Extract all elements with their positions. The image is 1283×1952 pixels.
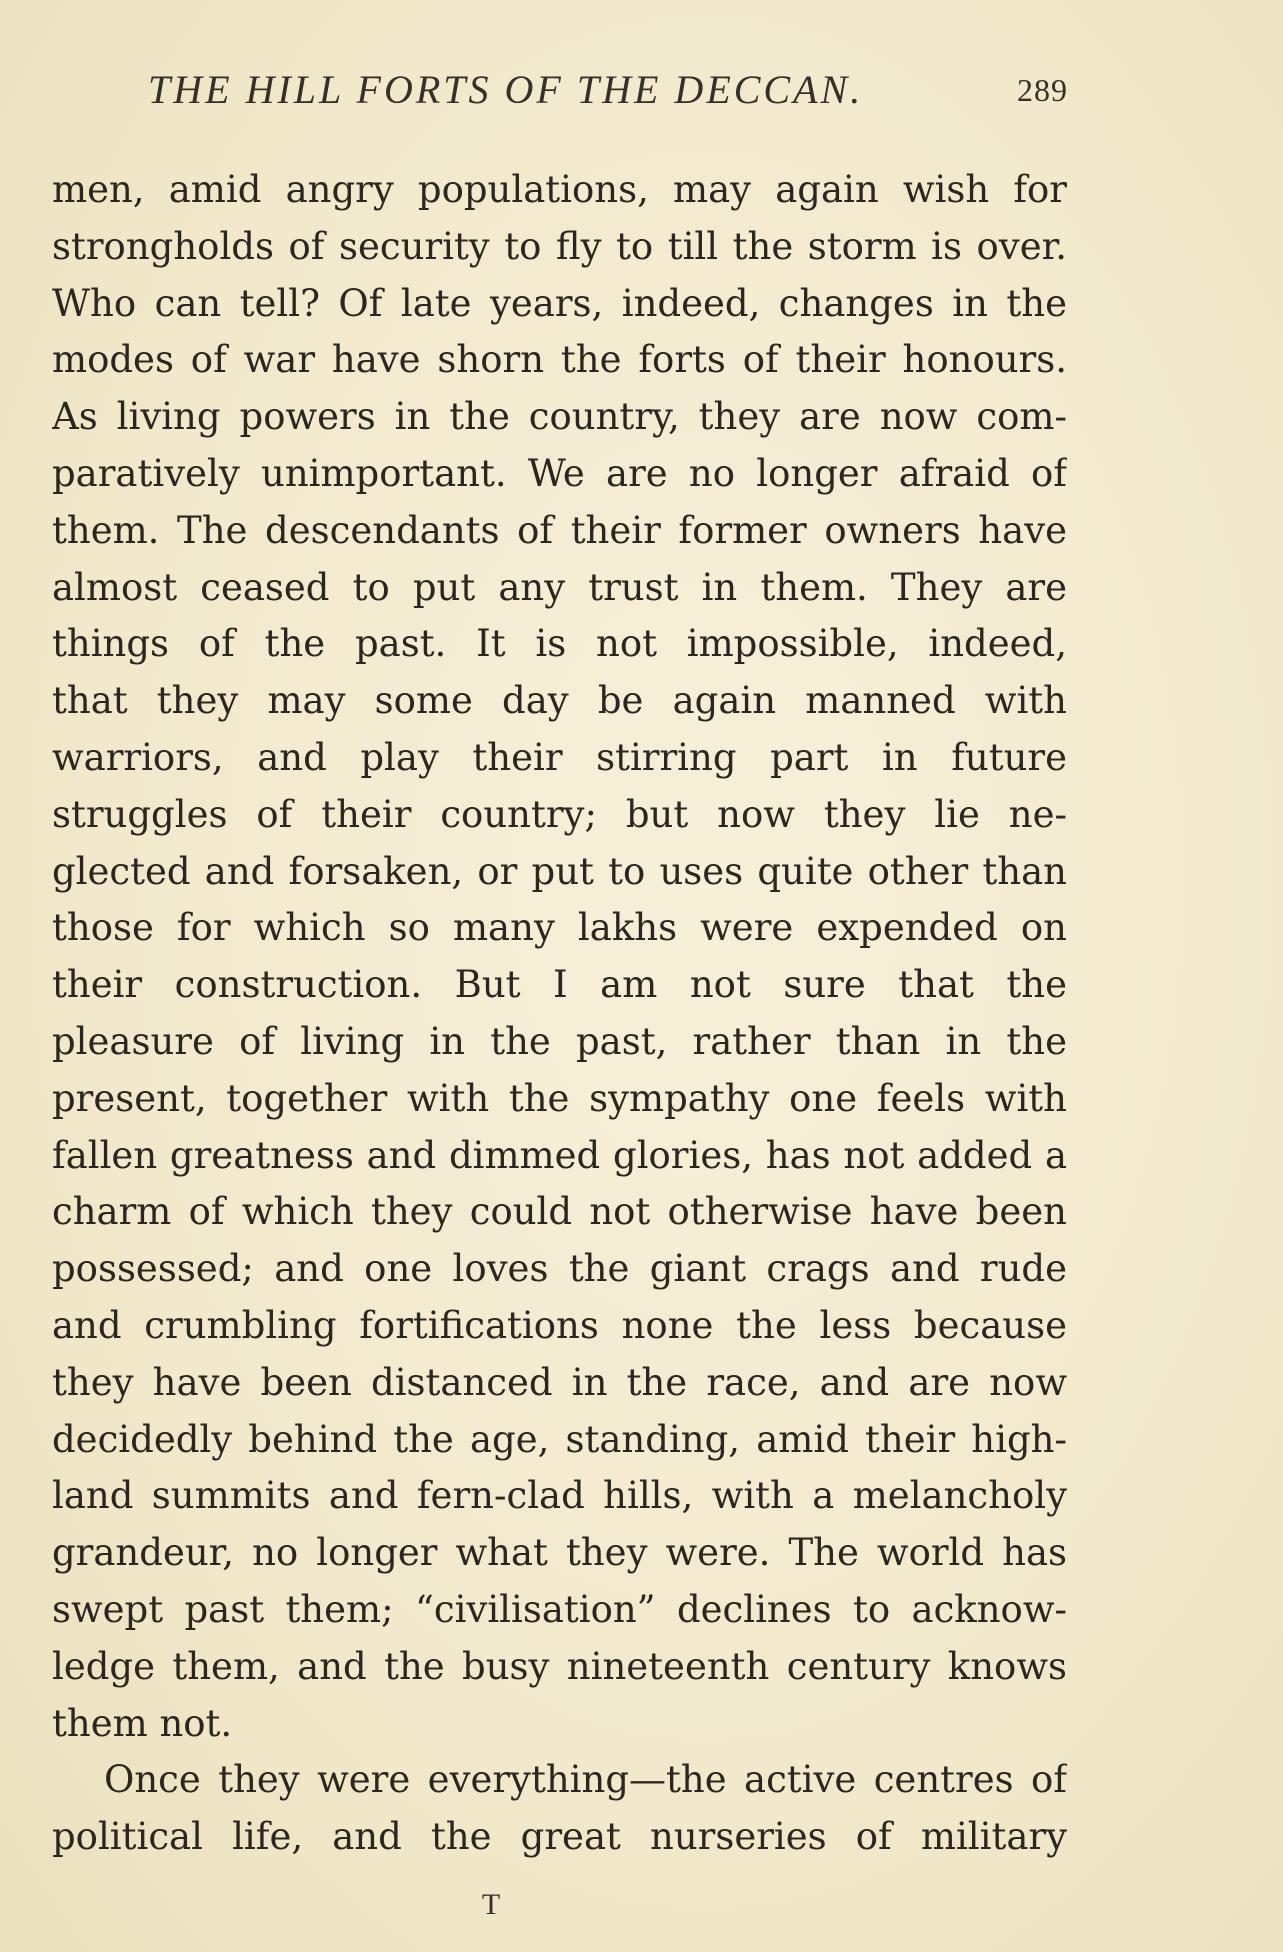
signature-mark: T (481, 1888, 502, 1921)
text-line: pleasure of living in the past, rather than in the (52, 1019, 1067, 1063)
text-line: them not. (52, 1701, 233, 1745)
text-line: glected and forsaken, or put to uses quite other than (52, 849, 1067, 893)
text-line: they have been distanced in the race, and are now (52, 1360, 1067, 1404)
text-line: struggles of their country; but now they lie ne- (52, 792, 1067, 836)
text-line: swept past them; “civilisation” declines to acknow- (52, 1587, 1067, 1631)
text-line: warriors, and play their stirring part in future (52, 735, 1067, 779)
text-line: strongholds of security to fly to till the storm is over. (52, 224, 1067, 268)
text-line: fallen greatness and dimmed glories, has not added a (52, 1133, 1067, 1177)
text-line: Who can tell? Of late years, indeed, changes in the (52, 281, 1067, 325)
text-line: charm of which they could not otherwise have been (52, 1190, 1067, 1234)
text-line: men, amid angry populations, may again wish for (52, 168, 1067, 211)
running-title: THE HILL FORTS OF THE DECCAN. (148, 67, 864, 112)
text-line: possessed; and one loves the giant crags and rude (52, 1247, 1067, 1291)
text-line: paratively unimportant. We are no longer afraid of (52, 451, 1067, 495)
text-line: them. The descendants of their former owners have (52, 508, 1067, 552)
text-line: that they may some day be again manned with (52, 679, 1067, 723)
text-line: grandeur, no longer what they were. The world has (52, 1531, 1067, 1575)
text-line: almost ceased to put any trust in them. They are (52, 565, 1067, 609)
text-line: modes of war have shorn the forts of their honours. (52, 338, 1067, 382)
page-number: 289 (1017, 72, 1068, 108)
body-text (52, 162, 1067, 1866)
text-line: and crumbling fortifications none the less because (52, 1303, 1067, 1347)
text-line: land summits and fern-clad hills, with a melancholy (52, 1474, 1067, 1518)
text-line: decidedly behind the age, standing, amid their high- (52, 1417, 1067, 1461)
text-line: Once they were everything—the active centres of (104, 1758, 1067, 1802)
paragraph (52, 1752, 1067, 1866)
text-line: present, together with the sympathy one feels with (52, 1076, 1067, 1120)
paragraph (52, 162, 1067, 1752)
text-line: As living powers in the country, they are now com- (52, 395, 1067, 439)
text-line: those for which so many lakhs were expended on (52, 906, 1067, 950)
text-line: things of the past. It is not impossible, indeed, (52, 622, 1067, 666)
text-line: ledge them, and the busy nineteenth century knows (52, 1644, 1067, 1688)
running-head (148, 66, 1068, 126)
text-line: their construction. But I am not sure that the (52, 963, 1067, 1007)
text-line: political life, and the great nurseries of military (52, 1815, 1067, 1859)
